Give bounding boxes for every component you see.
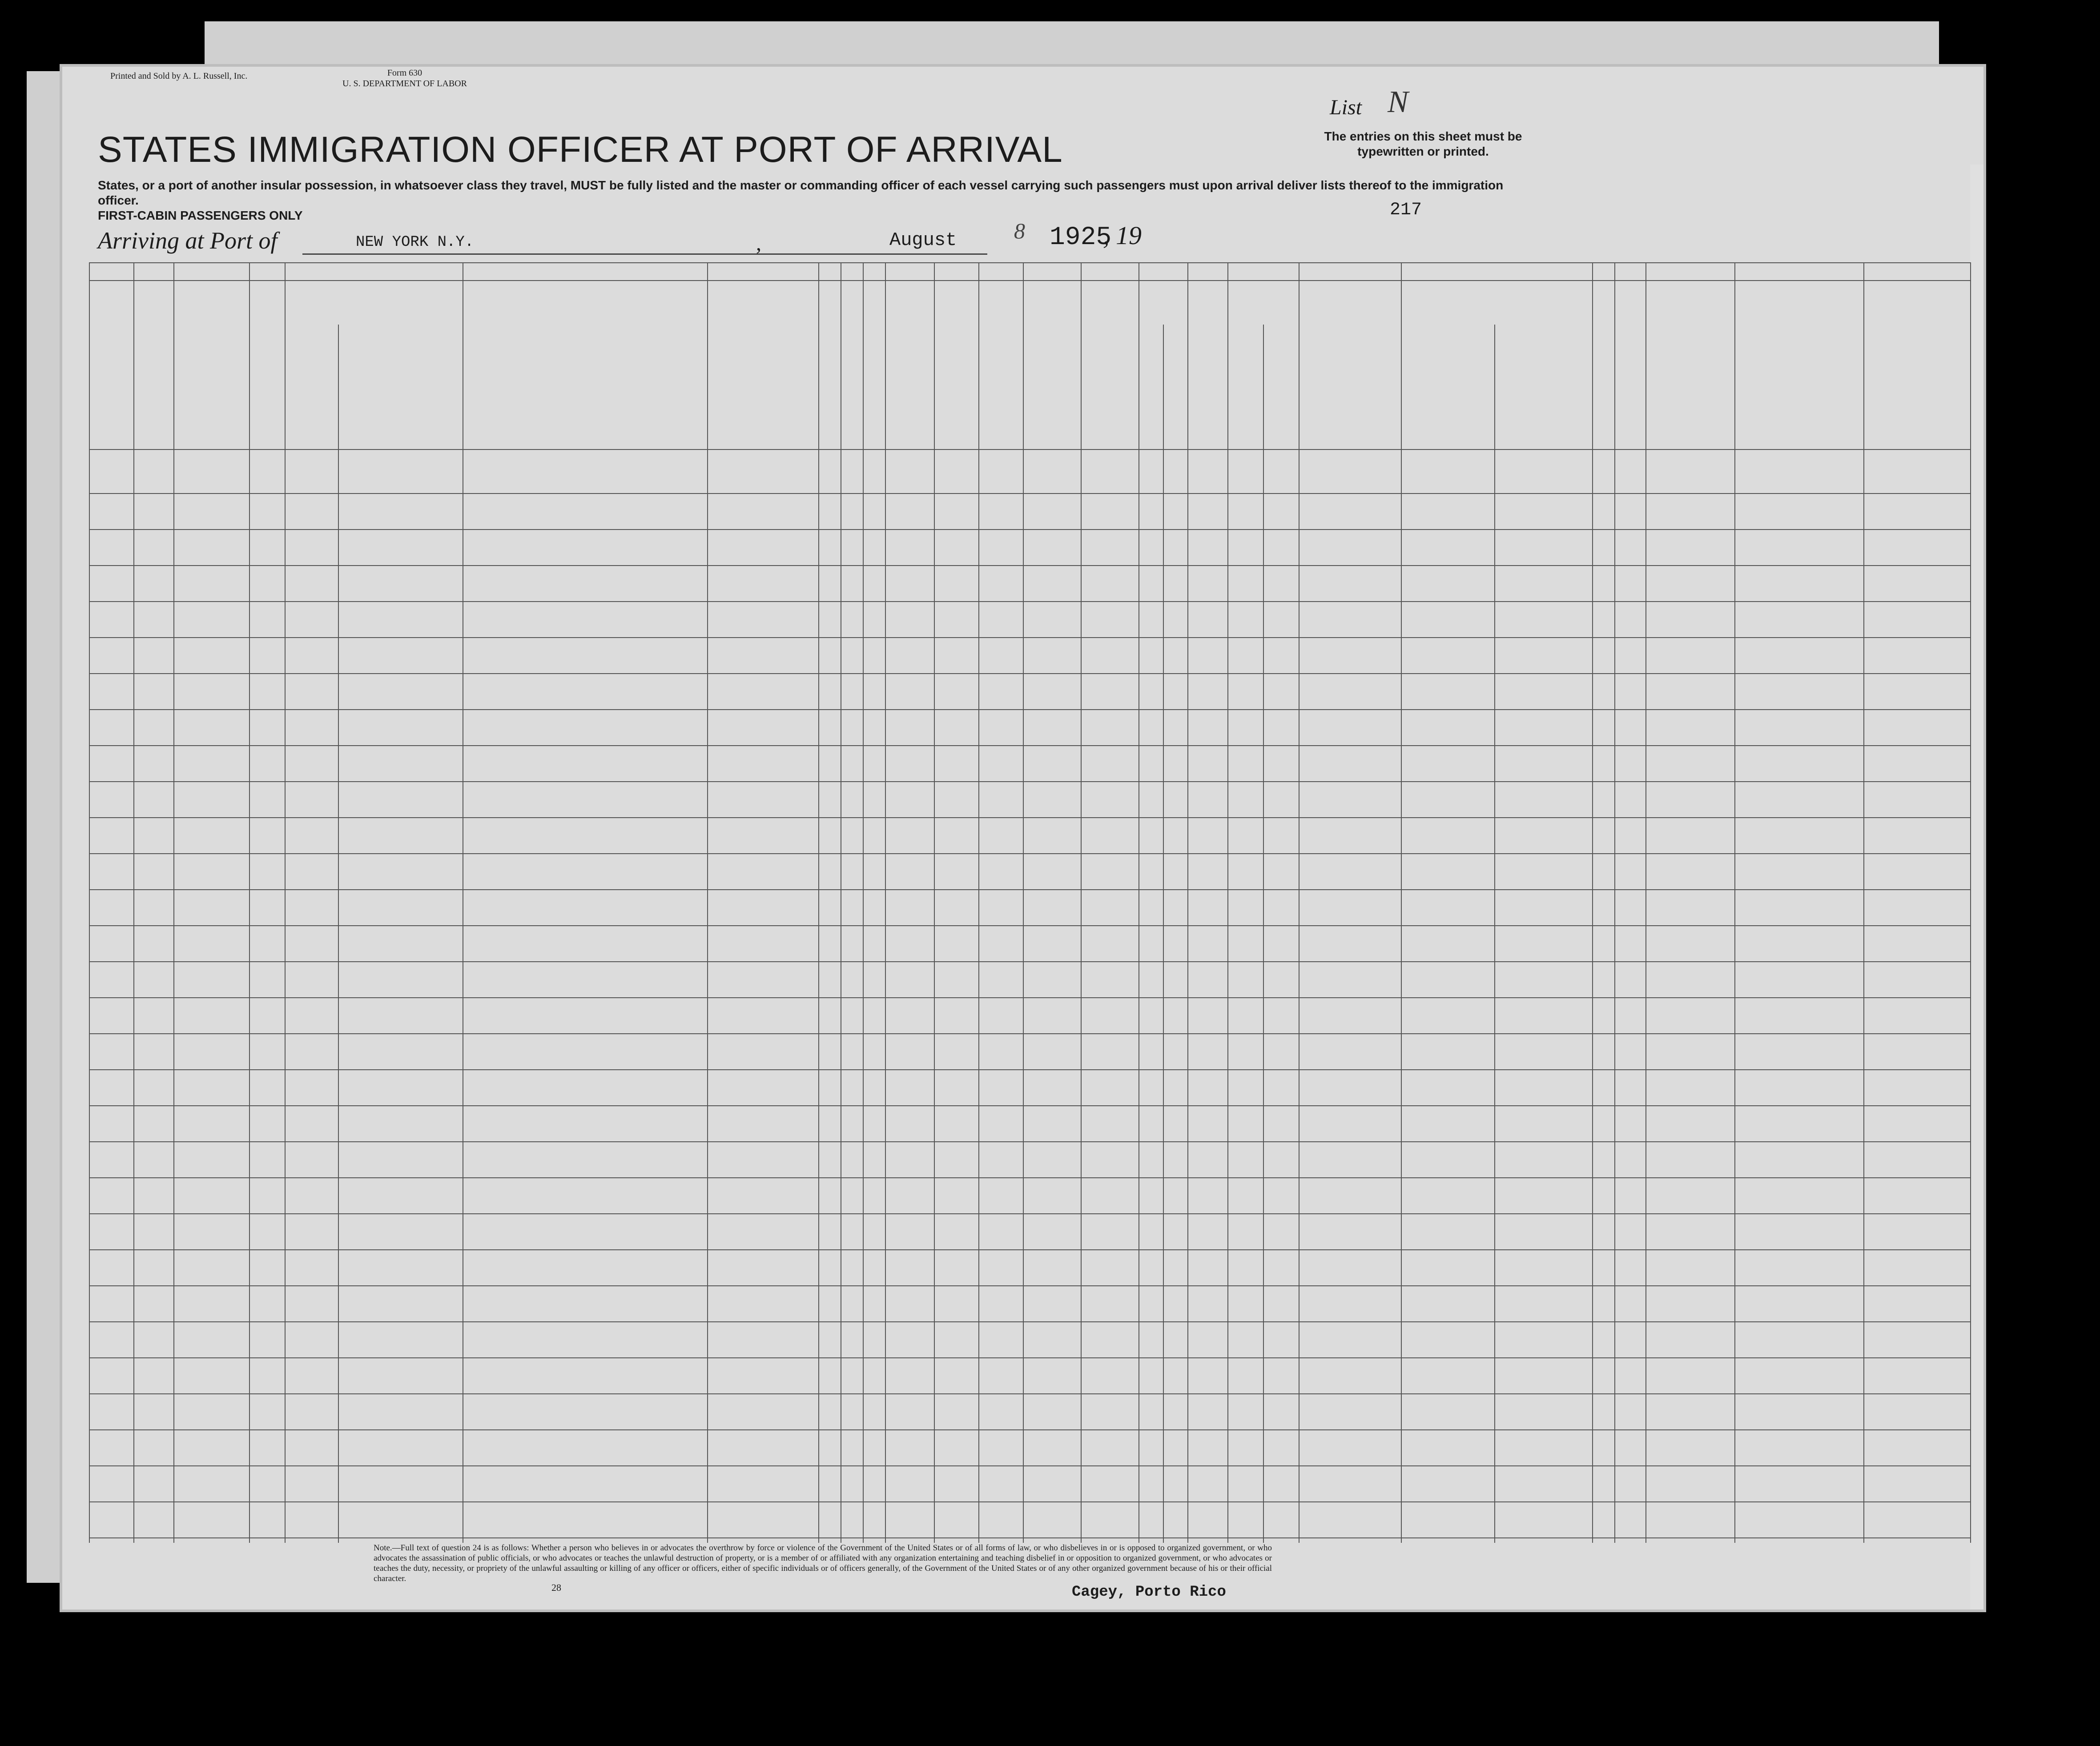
paper-edge-left	[27, 71, 67, 1583]
column-rule	[818, 262, 819, 1543]
row-rule	[89, 637, 1970, 638]
column-rule	[285, 262, 286, 1543]
page-title: STATES IMMIGRATION OFFICER AT PORT OF ARRIVAL	[98, 129, 1063, 170]
row-rule	[89, 1213, 1970, 1214]
subcolumn-rule	[338, 325, 339, 1543]
row-rule	[89, 1537, 1970, 1538]
column-rule	[1645, 262, 1646, 1543]
header-rule	[89, 449, 1970, 450]
row-rule	[89, 493, 1970, 494]
row-rule	[89, 1249, 1970, 1250]
column-rule	[1614, 262, 1615, 1543]
port-value: NEW YORK N.Y.	[356, 234, 474, 251]
row-rule	[89, 1429, 1970, 1430]
column-rule	[863, 262, 864, 1543]
column-rule	[978, 262, 979, 1543]
row-rule	[89, 889, 1970, 890]
subcolumn-rule	[1494, 325, 1495, 1543]
date-year: 1925	[1050, 223, 1112, 252]
column-rule	[1401, 262, 1402, 1543]
row-rule	[89, 1465, 1970, 1466]
arriving-label: Arriving at Port of	[98, 227, 278, 254]
paper-edge-top	[205, 21, 1939, 70]
date-day: 8	[1014, 218, 1025, 243]
column-rule	[89, 262, 90, 1543]
row-rule	[89, 781, 1970, 782]
date-month: August	[889, 229, 957, 251]
row-rule	[89, 1321, 1970, 1322]
list-label: List	[1330, 96, 1362, 119]
column-rule	[133, 262, 134, 1543]
row-rule	[89, 1033, 1970, 1034]
footnote: Note.—Full text of question 24 is as follows: Whether a person who believes in or advocates the overthrow by force or violence of the Government of the United States or of all forms of law, or who disbelieves in or is opposed to organized government, or who advocates the assassination of public officials, or who advocates or teaches the unlawful destruction of property, or is a member of or affiliated with any organization entertaining and teaching disbelief in or opposition to organized government, or who advocates or teaches the duty, necessity, or propriety of the unlawful assaulting or killing of any officer or officers, either of specific individuals or of officers generally, of the Government of the United States or of any other organized government because of his or their official character.	[374, 1543, 1272, 1583]
row-rule	[89, 961, 1970, 962]
column-rule	[249, 262, 250, 1543]
row-rule	[89, 1105, 1970, 1106]
port-comma: ,	[756, 232, 761, 255]
column-rule	[885, 262, 886, 1543]
column-rule	[173, 262, 174, 1543]
row-rule	[89, 1501, 1970, 1502]
row-rule	[89, 745, 1970, 746]
instructions-text: States, or a port of another insular possession, in whatsoever class they travel, MUST be fully listed and the master or commanding officer of each vessel carrying such passengers must upon arrival deliver lists thereof to the immigration officer.	[98, 178, 1504, 207]
row-rule	[89, 1141, 1970, 1142]
row-rule	[89, 601, 1970, 602]
row-rule	[89, 853, 1970, 854]
row-rule	[89, 1069, 1970, 1070]
row-rule	[89, 1177, 1970, 1178]
port-underline	[302, 253, 987, 255]
column-rule	[1227, 262, 1228, 1543]
column-rule	[1970, 262, 1971, 1543]
sheet-number: 28	[551, 1582, 561, 1593]
column-rule	[934, 262, 935, 1543]
manifest-table	[89, 262, 1970, 1543]
form-number	[342, 68, 467, 89]
subcolumn-rule	[1163, 325, 1164, 1543]
row-rule	[89, 1393, 1970, 1394]
manifest-sheet	[62, 67, 1983, 1610]
printer-line: Printed and Sold by A. L. Russell, Inc.	[110, 71, 248, 81]
column-rule	[1187, 262, 1188, 1543]
row-rule	[89, 1285, 1970, 1286]
location-stamp: Cagey, Porto Rico	[1072, 1584, 1226, 1601]
row-rule	[89, 1357, 1970, 1358]
row-rule	[89, 673, 1970, 674]
header-rule	[89, 262, 1970, 263]
form-no-text: Form 630	[387, 68, 422, 78]
row-rule	[89, 925, 1970, 926]
column-rule	[1592, 262, 1593, 1543]
column-rule	[1734, 262, 1735, 1543]
row-rule	[89, 817, 1970, 818]
row-rule	[89, 529, 1970, 530]
list-value: N	[1388, 85, 1408, 119]
column-rule	[707, 262, 708, 1543]
column-rule	[1863, 262, 1864, 1543]
department-text: U. S. DEPARTMENT OF LABOR	[342, 79, 467, 88]
class-line: FIRST-CABIN PASSENGERS ONLY	[98, 209, 303, 222]
row-rule	[89, 565, 1970, 566]
typewritten-notice: The entries on this sheet must be typewritten or printed.	[1324, 129, 1522, 158]
next-sheet-edge	[1970, 165, 1983, 1610]
row-rule	[89, 709, 1970, 710]
column-rule	[1081, 262, 1082, 1543]
header-rule	[89, 280, 1970, 281]
date-suffix: , 19	[1103, 221, 1142, 250]
instructions	[98, 178, 1521, 223]
page-number: 217	[1390, 200, 1422, 220]
row-rule	[89, 997, 1970, 998]
subcolumn-rule	[1263, 325, 1264, 1543]
column-rule	[1023, 262, 1024, 1543]
